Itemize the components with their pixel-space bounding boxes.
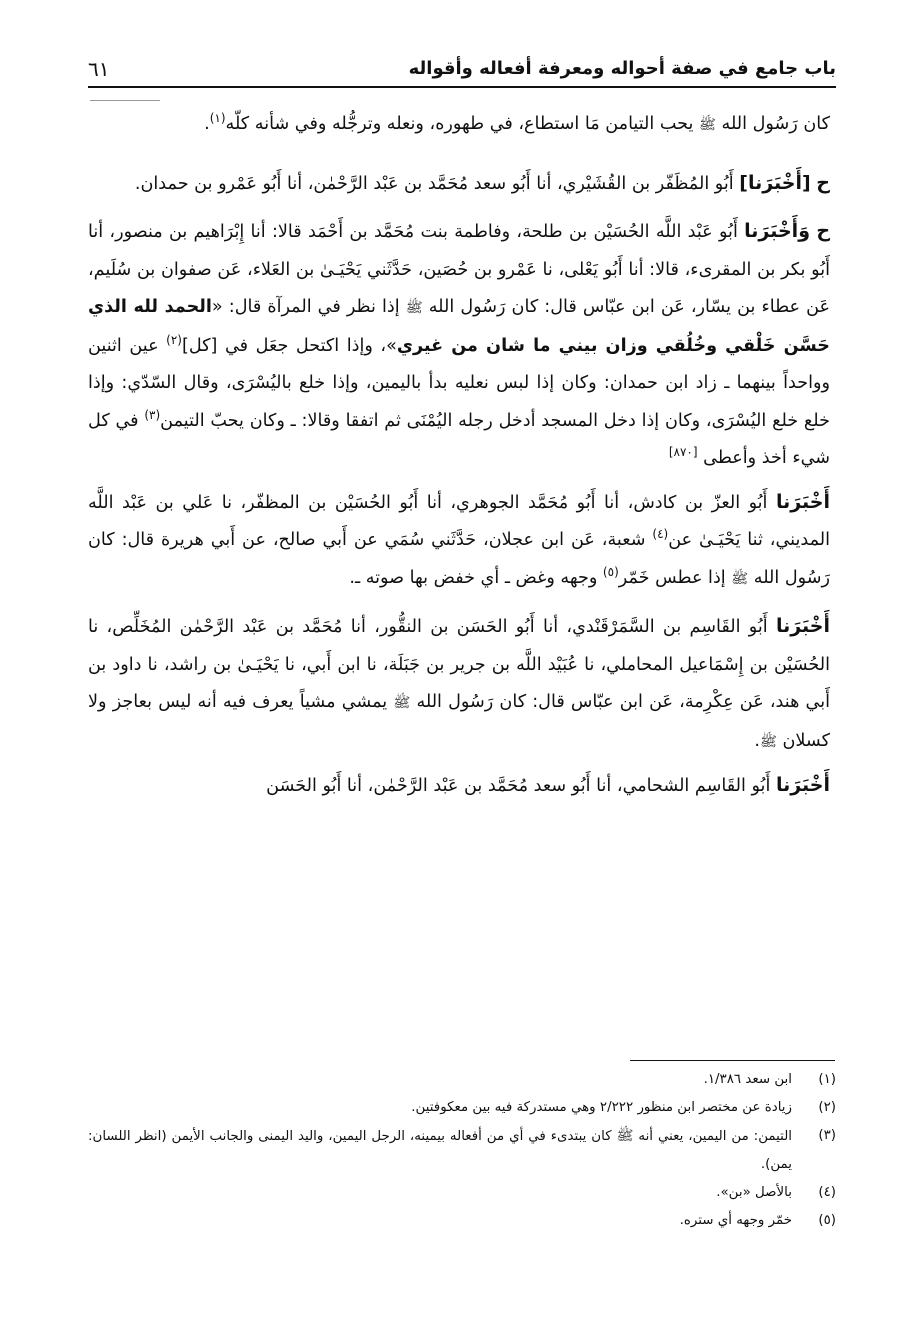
open-bracket: [ (802, 171, 811, 194)
text-run: أَبُو عَبْد اللَّه الحُسَيْن بن طلحة، وفاطمة بنت مُحَمَّد بن أَحْمَد قالا: أنا إِبْرَاهيم بن منصور، أنا أَبُو بكر بن المقرىء، قالا: أنا أَبُو يَعْلى، نا عَمْرو بن حُصَين، حَدَّثَني يَحْيَـىٰ بن العَلاء، عَن صفوان بن سُلَيم، عَن عطاء بن يسّار، عَن ابن عبّاس قال: كان رَسُول الله (88, 222, 831, 317)
footnote-number: (٥) (818, 1213, 836, 1228)
salla-symbol: ﷺ (405, 300, 423, 316)
header-stub-line (90, 100, 160, 101)
akhbarana-keyword: أَخْبَرَنا (747, 171, 803, 194)
footnote-text: زيادة عن مختصر ابن منظور ٢/٢٢٢ وهي مستدركة فيه بين معكوفتين. (411, 1100, 792, 1115)
text-run: كان رَسُول الله (721, 114, 830, 134)
footnote-4 (88, 1179, 836, 1207)
manuscript-folio-marker: [٨٧٠] (668, 445, 698, 460)
text-run: يحب التيامن مَا استطاع، في طهوره، ونعله وترجُّله وفي شأنه كلّه (225, 114, 694, 134)
footnote-2 (88, 1094, 836, 1122)
footnote-1 (88, 1066, 836, 1094)
text-run: في كل شيء أخذ وأعطى (88, 410, 830, 468)
footnote-text: بالأصل «بن». (716, 1185, 792, 1200)
footnote-text: ابن سعد ١/٣٨٦. (703, 1072, 792, 1087)
text-run: أَبُو القَاسِم الشحامي، أنا أَبُو سعد مُحَمَّد بن عَبْد الرَّحْمٰن، أنا أَبُو الحَسَن (266, 776, 771, 796)
text-run: أَبُو العزّ بن كادش، أنا أَبُو مُحَمَّد الجوهري، أنا أَبُو الحُسَيْن بن المظفّر، نا عَلي بن عَبْد اللَّه المديني، ثنا يَحْيَـىٰ عن (88, 492, 830, 550)
text-run: شعبة، عَن ابن عجلان، حَدَّثَني سُمَي عن أَبي صالح، عن أَبي هريرة قال: كان رَسُول الله (88, 530, 830, 588)
text-run: كان يبتدىء في أي من أفعاله بيمينه، الرجل اليمين، واليد اليمنى والجانب الأيمن (انظر اللسان: يمن). (88, 1129, 792, 1172)
close-bracket: ] (739, 171, 748, 194)
footnote-number: (١) (818, 1072, 836, 1087)
paragraph-4 (88, 484, 830, 599)
hadith-quote: الحمد لله الذي حَسَّن خَلْقي وخُلُقي وزان بيني ما شان من غيري (88, 297, 830, 356)
footnote-ref-3[interactable]: (٣) (144, 407, 161, 422)
header-rule (88, 86, 836, 88)
text-run: »، وإذا اكتحل جعَل في [كل] (181, 335, 397, 356)
footnote-ref-5[interactable]: (٥) (602, 564, 619, 579)
akhbarana-keyword: وَأَخْبَرَنا (744, 220, 811, 242)
footnote-ref-1[interactable]: (١) (209, 111, 226, 126)
akhbarana-keyword: أَخْبَرَنا (775, 490, 831, 513)
akhbarana-keyword: أَخْبَرَنا (775, 615, 830, 637)
footnote-ref-2[interactable]: (٢) (166, 332, 182, 347)
salla-symbol: ﷺ (731, 570, 749, 587)
salla-symbol: ﷺ (616, 1128, 634, 1144)
isnad-prefix: ح (816, 171, 830, 194)
text-run: التيمن: من اليمين، يعني أنه (638, 1129, 793, 1144)
footnote-text: خمّر وجهه أي ستره. (679, 1213, 792, 1228)
footnote-ref-4[interactable]: (٤) (652, 527, 669, 542)
footnote-number: (٤) (818, 1185, 836, 1200)
isnad-prefix: ح (816, 220, 831, 242)
text-run: . (754, 730, 760, 751)
text-run: إذا عطس خَمّر (618, 567, 726, 588)
paragraph-2 (88, 165, 830, 204)
paragraph-3 (88, 213, 830, 478)
footnote-text (88, 1122, 792, 1179)
text-run: . (204, 114, 210, 134)
footnote-number: (٢) (818, 1100, 836, 1115)
footnote-number: (٣) (818, 1128, 836, 1143)
main-text (88, 106, 830, 816)
salla-symbol: ﷺ (699, 117, 716, 133)
text-run: عين اثنين وواحداً بينهما ـ زاد ابن حمدان: وكان إذا لبس نعليه بدأ باليمين، وإذا خلع باليُسْرَى، وقال السّدّي: وإذا خلع خلع اليُسْرَى، وكان إذا دخل المسجد أدخل رجله اليُمْنَى ثم اتفقا وقالا: ـ وكان يحبّ التيمن (88, 335, 830, 431)
text-run: أَبُو القَاسِم بن السَّمَرْقَنْدي، أنا أَبُو الحَسَن بن النقُّور، أنا مُحَمَّد بن عَبْد الرَّحْمٰن المُخَلِّص، نا الحُسَيْن بن إِسْمَاعيل المحاملي، نا عُبَيْد اللَّه بن جرير بن جَبَلَة، نا ابن أَبي، نا يَحْيَـىٰ بن راشد، نا داود بن أَبي هند، عَن عِكْرِمة، عَن ابن عبّاس قال: كان رَسُول الله (88, 617, 830, 712)
salla-symbol: ﷺ (393, 695, 411, 711)
paragraph-1 (88, 106, 830, 145)
page-header (88, 52, 836, 86)
footnotes (88, 1066, 836, 1235)
paragraph-6 (88, 767, 830, 806)
text-run: أَبُو المُظَفّر بن القُشَيْري، أنا أَبُو سعد مُحَمَّد بن عَبْد الرَّحْمٰن، أنا أَبُو عَمْرو بن حمدان. (134, 173, 734, 194)
text-run: وجهه وغض ـ أي خفض بها صوته ـ. (349, 567, 598, 588)
paragraph-5 (88, 608, 830, 761)
page-number: ٦١ (88, 57, 110, 81)
footnote-separator (630, 1060, 835, 1061)
footnote-5 (88, 1207, 836, 1235)
running-title: باب جامع في صفة أحواله ومعرفة أفعاله وأقواله (408, 58, 836, 79)
akhbarana-keyword: أَخْبَرَنا (775, 774, 830, 796)
text-run: يمشي مشياً يعرف فيه أنه ليس بعاجز ولا كسلان (88, 692, 830, 751)
salla-symbol: ﷺ (759, 733, 777, 750)
footnote-3 (88, 1122, 836, 1179)
text-run: إذا نظر في المرآة قال: « (211, 297, 400, 317)
